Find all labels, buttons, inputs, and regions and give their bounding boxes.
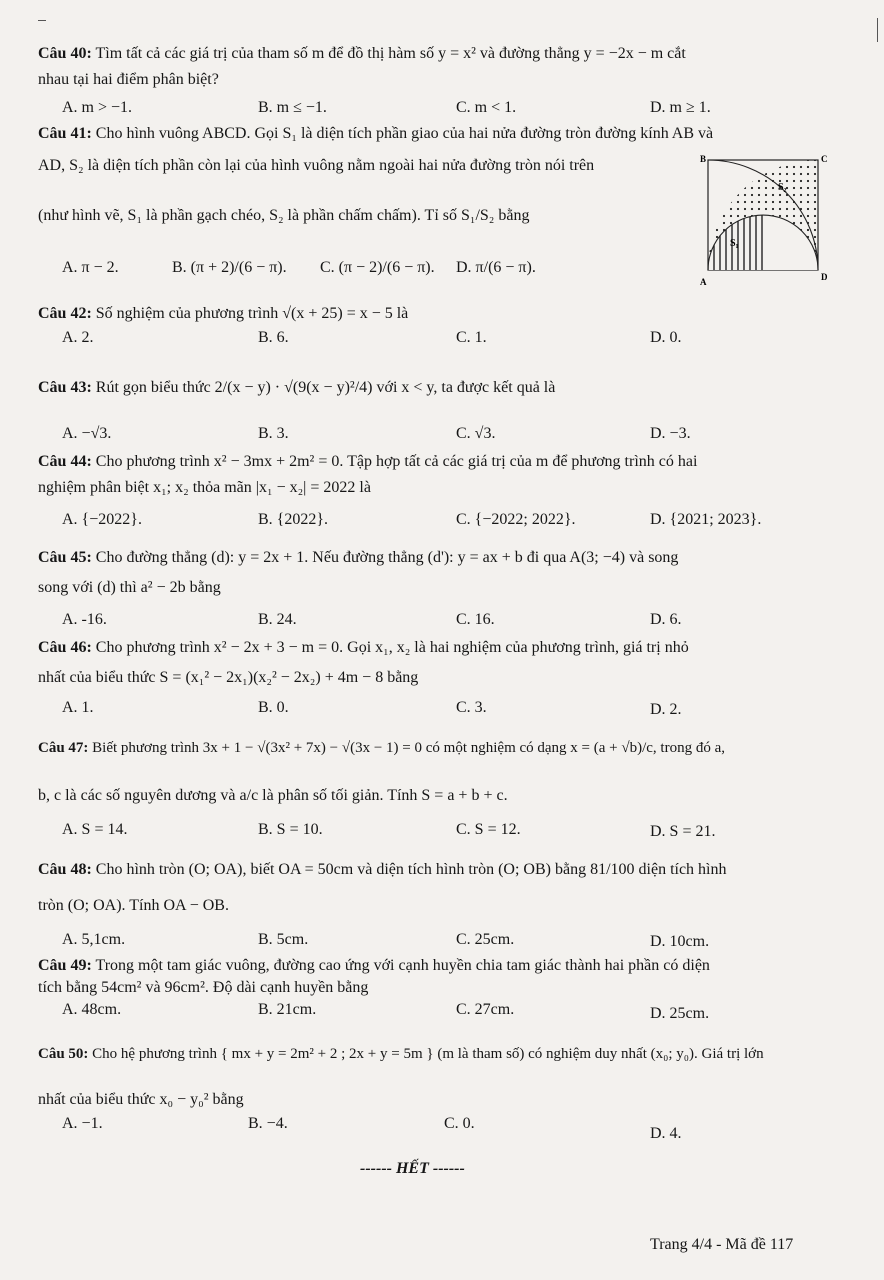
q49-line2: tích bằng 54cm² và 96cm². Độ dài cạnh huyền bằng — [38, 979, 369, 996]
q45-option-b: B. 24. — [258, 611, 297, 628]
q44-option-c: C. {−2022; 2022}. — [456, 511, 576, 528]
label-s1: S₁ — [730, 238, 739, 249]
q46-option-d: D. 2. — [650, 701, 682, 718]
q46-line2: nhất của biểu thức S = (x₁² − 2x₁)(x₂² − 2x₂) + 4m − 8 bằng — [38, 669, 419, 686]
q43-line1: Câu 43: Rút gọn biểu thức 2/(x − y) · √(9(x − y)²/4) với x < y, ta được kết quả là — [38, 379, 556, 396]
q47-option-d: D. S = 21. — [650, 823, 716, 840]
q49-option-d: D. 25cm. — [650, 1005, 710, 1022]
q41-line1: Câu 41: Cho hình vuông ABCD. Gọi S₁ là diện tích phần giao của hai nửa đường tròn đường kính AB và — [38, 125, 714, 142]
q44-option-d: D. {2021; 2023}. — [650, 511, 762, 528]
q40-option-b: B. m ≤ −1. — [258, 99, 327, 116]
label-d: D — [821, 272, 828, 282]
q48-option-a: A. 5,1cm. — [62, 931, 126, 948]
q41-line3: (như hình vẽ, S₁ là phần gạch chéo, S₂ là phần chấm chấm). Tỉ số S₁/S₂ bằng — [38, 207, 530, 224]
q42-option-c: C. 1. — [456, 329, 487, 346]
end-marker: ------ HẾT ------ — [360, 1160, 465, 1177]
q40-option-d: D. m ≥ 1. — [650, 99, 711, 116]
page-footer: Trang 4/4 - Mã đề 117 — [650, 1236, 794, 1253]
q40-option-c: C. m < 1. — [456, 99, 517, 116]
q41-line2: AD, S₂ là diện tích phần còn lại của hình vuông nằm ngoài hai nửa đường tròn nói trên — [38, 157, 595, 174]
q45-option-c: C. 16. — [456, 611, 495, 628]
q43-option-b: B. 3. — [258, 425, 289, 442]
q44-option-b: B. {2022}. — [258, 511, 329, 528]
q49-option-c: C. 27cm. — [456, 1001, 515, 1018]
q47-option-a: A. S = 14. — [62, 821, 128, 838]
q49-line1: Câu 49: Trong một tam giác vuông, đường cao ứng với cạnh huyền chia tam giác thành hai phần có diện — [38, 957, 710, 974]
page-edge-mark — [877, 18, 878, 42]
q41-option-c: C. (π − 2)/(6 − π). — [320, 259, 435, 276]
q45-option-a: A. -16. — [62, 611, 107, 628]
q49-option-a: A. 48cm. — [62, 1001, 122, 1018]
q46-option-a: A. 1. — [62, 699, 94, 716]
q48-option-b: B. 5cm. — [258, 931, 309, 948]
q42-option-d: D. 0. — [650, 329, 682, 346]
page-mark — [38, 20, 46, 21]
q43-option-a: A. −√3. — [62, 425, 112, 442]
q50-option-b: B. −4. — [248, 1115, 288, 1132]
square-semicircles-figure — [700, 150, 830, 290]
label-s2: S₂ — [778, 182, 787, 193]
q44-line2: nghiệm phân biệt x₁; x₂ thỏa mãn |x₁ − x₂| = 2022 là — [38, 479, 371, 496]
q40-option-a: A. m > −1. — [62, 99, 133, 116]
q45-line2: song với (d) thì a² − 2b bằng — [38, 579, 221, 596]
q50-option-c: C. 0. — [444, 1115, 475, 1132]
q43-option-c: C. √3. — [456, 425, 496, 442]
q50-line2: nhất của biểu thức x₀ − y₀² bằng — [38, 1091, 244, 1108]
q47-line1: Câu 47: Biết phương trình 3x + 1 − √(3x² + 7x) − √(3x − 1) = 0 có một nghiệm có dạng x = (a + √b)/c, trong đó a, — [38, 740, 726, 756]
q41-option-d: D. π/(6 − π). — [456, 259, 536, 276]
q46-option-c: C. 3. — [456, 699, 487, 716]
q42-option-a: A. 2. — [62, 329, 94, 346]
q44-line1: Câu 44: Cho phương trình x² − 3mx + 2m² = 0. Tập hợp tất cả các giá trị của m để phương trình có hai — [38, 453, 698, 470]
label-c: C — [821, 154, 828, 164]
label-a: A — [700, 277, 707, 287]
q41-option-b: B. (π + 2)/(6 − π). — [172, 259, 287, 276]
q50-option-a: A. −1. — [62, 1115, 103, 1132]
q47-option-b: B. S = 10. — [258, 821, 323, 838]
q45-option-d: D. 6. — [650, 611, 682, 628]
label-b: B — [700, 154, 707, 164]
q46-line1: Câu 46: Cho phương trình x² − 2x + 3 − m = 0. Gọi x₁, x₂ là hai nghiệm của phương trình, giá trị nhỏ — [38, 639, 689, 656]
q49-option-b: B. 21cm. — [258, 1001, 317, 1018]
q40-line1: Câu 40: Tìm tất cả các giá trị của tham số m để đồ thị hàm số y = x² và đường thẳng y = −2x − m cắt — [38, 45, 686, 62]
q40-line2: nhau tại hai điểm phân biệt? — [38, 71, 219, 88]
q43-option-d: D. −3. — [650, 425, 691, 442]
q48-option-d: D. 10cm. — [650, 933, 710, 950]
q50-line1: Câu 50: Cho hệ phương trình { mx + y = 2m² + 2 ; 2x + y = 5m } (m là tham số) có nghiệm duy nhất (x₀; y₀). Giá trị lớn — [38, 1046, 764, 1062]
q42-option-b: B. 6. — [258, 329, 289, 346]
q44-option-a: A. {−2022}. — [62, 511, 142, 528]
q48-option-c: C. 25cm. — [456, 931, 515, 948]
q41-option-a: A. π − 2. — [62, 259, 119, 276]
q50-option-d: D. 4. — [650, 1125, 682, 1142]
q47-line2: b, c là các số nguyên dương và a/c là phân số tối giản. Tính S = a + b + c. — [38, 787, 508, 804]
q48-line2: tròn (O; OA). Tính OA − OB. — [38, 897, 229, 914]
q45-line1: Câu 45: Cho đường thẳng (d): y = 2x + 1. Nếu đường thẳng (d'): y = ax + b đi qua A(3; −4) và song — [38, 549, 679, 566]
q42-line1: Câu 42: Số nghiệm của phương trình √(x + 25) = x − 5 là — [38, 305, 409, 322]
q47-option-c: C. S = 12. — [456, 821, 521, 838]
q48-line1: Câu 48: Cho hình tròn (O; OA), biết OA = 50cm và diện tích hình tròn (O; OB) bằng 81/100 diện tích hình — [38, 861, 727, 878]
q46-option-b: B. 0. — [258, 699, 289, 716]
